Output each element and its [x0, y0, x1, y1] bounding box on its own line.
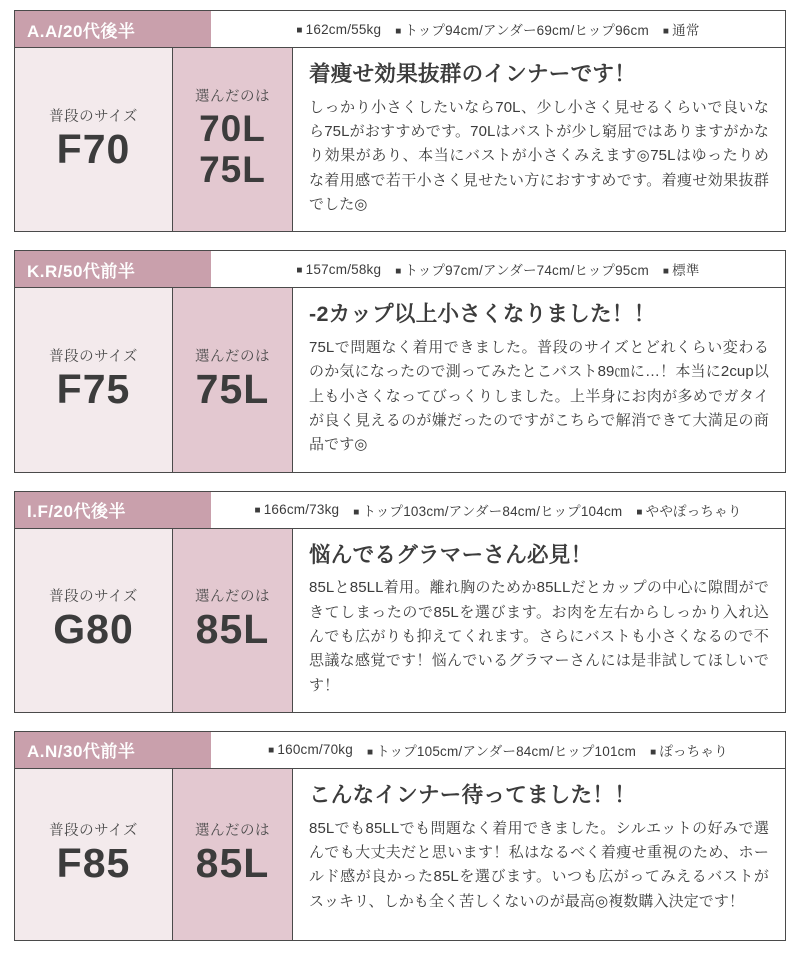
chosen-size-label: 選んだのは	[195, 348, 270, 365]
review-body-text: 75Lで問題なく着用できました。普段のサイズとどれくらい変わるのか気になったので測ってみたとこバスト89㎝に…！本当に2cup以上も小さくなってびっくりしました。上半身にお肉が多めでガタイが良く見えるのが嫌だったのですがこちらで解消できて大満足の商品です◎	[309, 339, 769, 454]
spec-item: ■ トップ97cm/アンダー74cm/ヒップ95cm	[395, 259, 649, 279]
chosen-size-cell	[173, 769, 293, 940]
spec-item: ■ 162cm/55kg	[296, 22, 381, 37]
review-header	[14, 491, 786, 529]
spec-item: ■ 166cm/73kg	[254, 502, 339, 517]
chosen-size-line: 70L	[199, 107, 266, 149]
chosen-size-line: 75L	[195, 365, 270, 412]
review-body	[14, 288, 786, 472]
usual-size-cell	[15, 529, 173, 712]
usual-size-value: F70	[56, 125, 131, 172]
usual-size-label: 普段のサイズ	[49, 348, 138, 365]
usual-size-label: 普段のサイズ	[49, 108, 138, 125]
usual-size-cell	[15, 288, 173, 471]
usual-size-value: F85	[56, 840, 131, 887]
review-title: 着痩せ効果抜群のインナーです！	[309, 62, 637, 86]
reviewer-name: A.A/20代後半	[15, 11, 211, 47]
review-text-cell	[293, 769, 785, 940]
usual-size-cell	[15, 48, 173, 231]
reviewer-name: I.F/20代後半	[15, 492, 211, 528]
usual-size-value: G80	[53, 606, 134, 653]
chosen-size-value	[196, 608, 270, 651]
spec-item: ■ 160cm/70kg	[268, 742, 353, 757]
chosen-size-label: 選んだのは	[195, 589, 270, 606]
usual-size-label: 普段のサイズ	[49, 823, 138, 840]
review-text-cell	[293, 48, 785, 231]
spec-item: ■ 157cm/58kg	[296, 262, 381, 277]
reviewer-name: K.R/50代前半	[15, 251, 211, 287]
review-text-cell	[293, 529, 785, 712]
chosen-size-cell	[173, 48, 293, 231]
chosen-size-cell	[173, 529, 293, 712]
review-block	[14, 731, 786, 941]
review-body	[14, 48, 786, 232]
review-body	[14, 529, 786, 713]
review-title: 悩んでるグラマーさん必見！	[309, 542, 593, 567]
review-block	[14, 491, 786, 713]
spec-item: ■ トップ105cm/アンダー84cm/ヒップ101cm	[367, 740, 636, 760]
chosen-size-cell	[173, 288, 293, 471]
review-title: -2カップ以上小さくなりました！！	[309, 302, 656, 327]
review-text-cell	[293, 288, 785, 471]
reviewer-name: A.N/30代前半	[15, 732, 211, 768]
reviewer-specs	[211, 11, 785, 47]
usual-size-value: F75	[56, 365, 131, 412]
chosen-size-label: 選んだのは	[195, 823, 270, 840]
spec-item: ■ 通常	[663, 19, 700, 39]
review-body-text: 85Lと85LL着用。離れ胸のためか85LLだとカップの中心に隙間ができてしまったので85Lを選びます。お肉を左右からしっかり入れ込んでも広がりも抑えてくれます。さらにバストも小さくなるので不思議な感覚です！悩んでいるグラマーさんには是非試してほしいです！	[309, 579, 769, 694]
review-block	[14, 10, 786, 232]
review-header	[14, 250, 786, 288]
review-header	[14, 731, 786, 769]
reviewer-specs	[211, 492, 785, 528]
review-title: こんなインナー待ってました！！	[309, 782, 637, 807]
chosen-size-line: 85L	[195, 840, 270, 887]
usual-size-label: 普段のサイズ	[49, 589, 138, 606]
review-block	[14, 250, 786, 472]
spec-item: ■ 標準	[663, 259, 700, 279]
chosen-size-line: 85L	[195, 606, 270, 653]
spec-item: ■ トップ94cm/アンダー69cm/ヒップ96cm	[395, 19, 649, 39]
reviewer-specs	[211, 251, 785, 287]
chosen-size-line: 75L	[199, 149, 266, 191]
review-body-text: しっかり小さくしたいなら70L、少し小さく見せるくらいで良いなら75Lがおすすめです。70Lはバストが少し窮屈ではありますがかなり効果があり、本当にバストが小さくみえます◎75Lはゆったりめな着用感で若干小さく見せたい方におすすめです。着痩せ効果抜群でした◎	[309, 98, 769, 213]
chosen-size-value	[196, 842, 270, 885]
chosen-size-value	[195, 365, 270, 412]
spec-item: ■ ややぽっちゃり	[636, 500, 741, 520]
review-body	[14, 769, 786, 941]
reviewer-specs	[211, 732, 785, 768]
review-header	[14, 10, 786, 48]
chosen-size-value	[199, 108, 266, 191]
usual-size-cell	[15, 769, 173, 940]
chosen-size-label: 選んだのは	[195, 88, 270, 105]
spec-item: ■ トップ103cm/アンダー84cm/ヒップ104cm	[353, 500, 622, 520]
review-body-text: 85Lでも85LLでも問題なく着用できました。シルエットの好みで選んでも大丈夫だと思います！私はなるべく着痩せ重視のため、ホールド感が良かった85Lを選びます。いつも広がってみえるバストがスッキリ、しかも全く苦しくないのが最高◎複数購入決定です！	[309, 819, 769, 910]
spec-item: ■ ぽっちゃり	[650, 740, 728, 760]
